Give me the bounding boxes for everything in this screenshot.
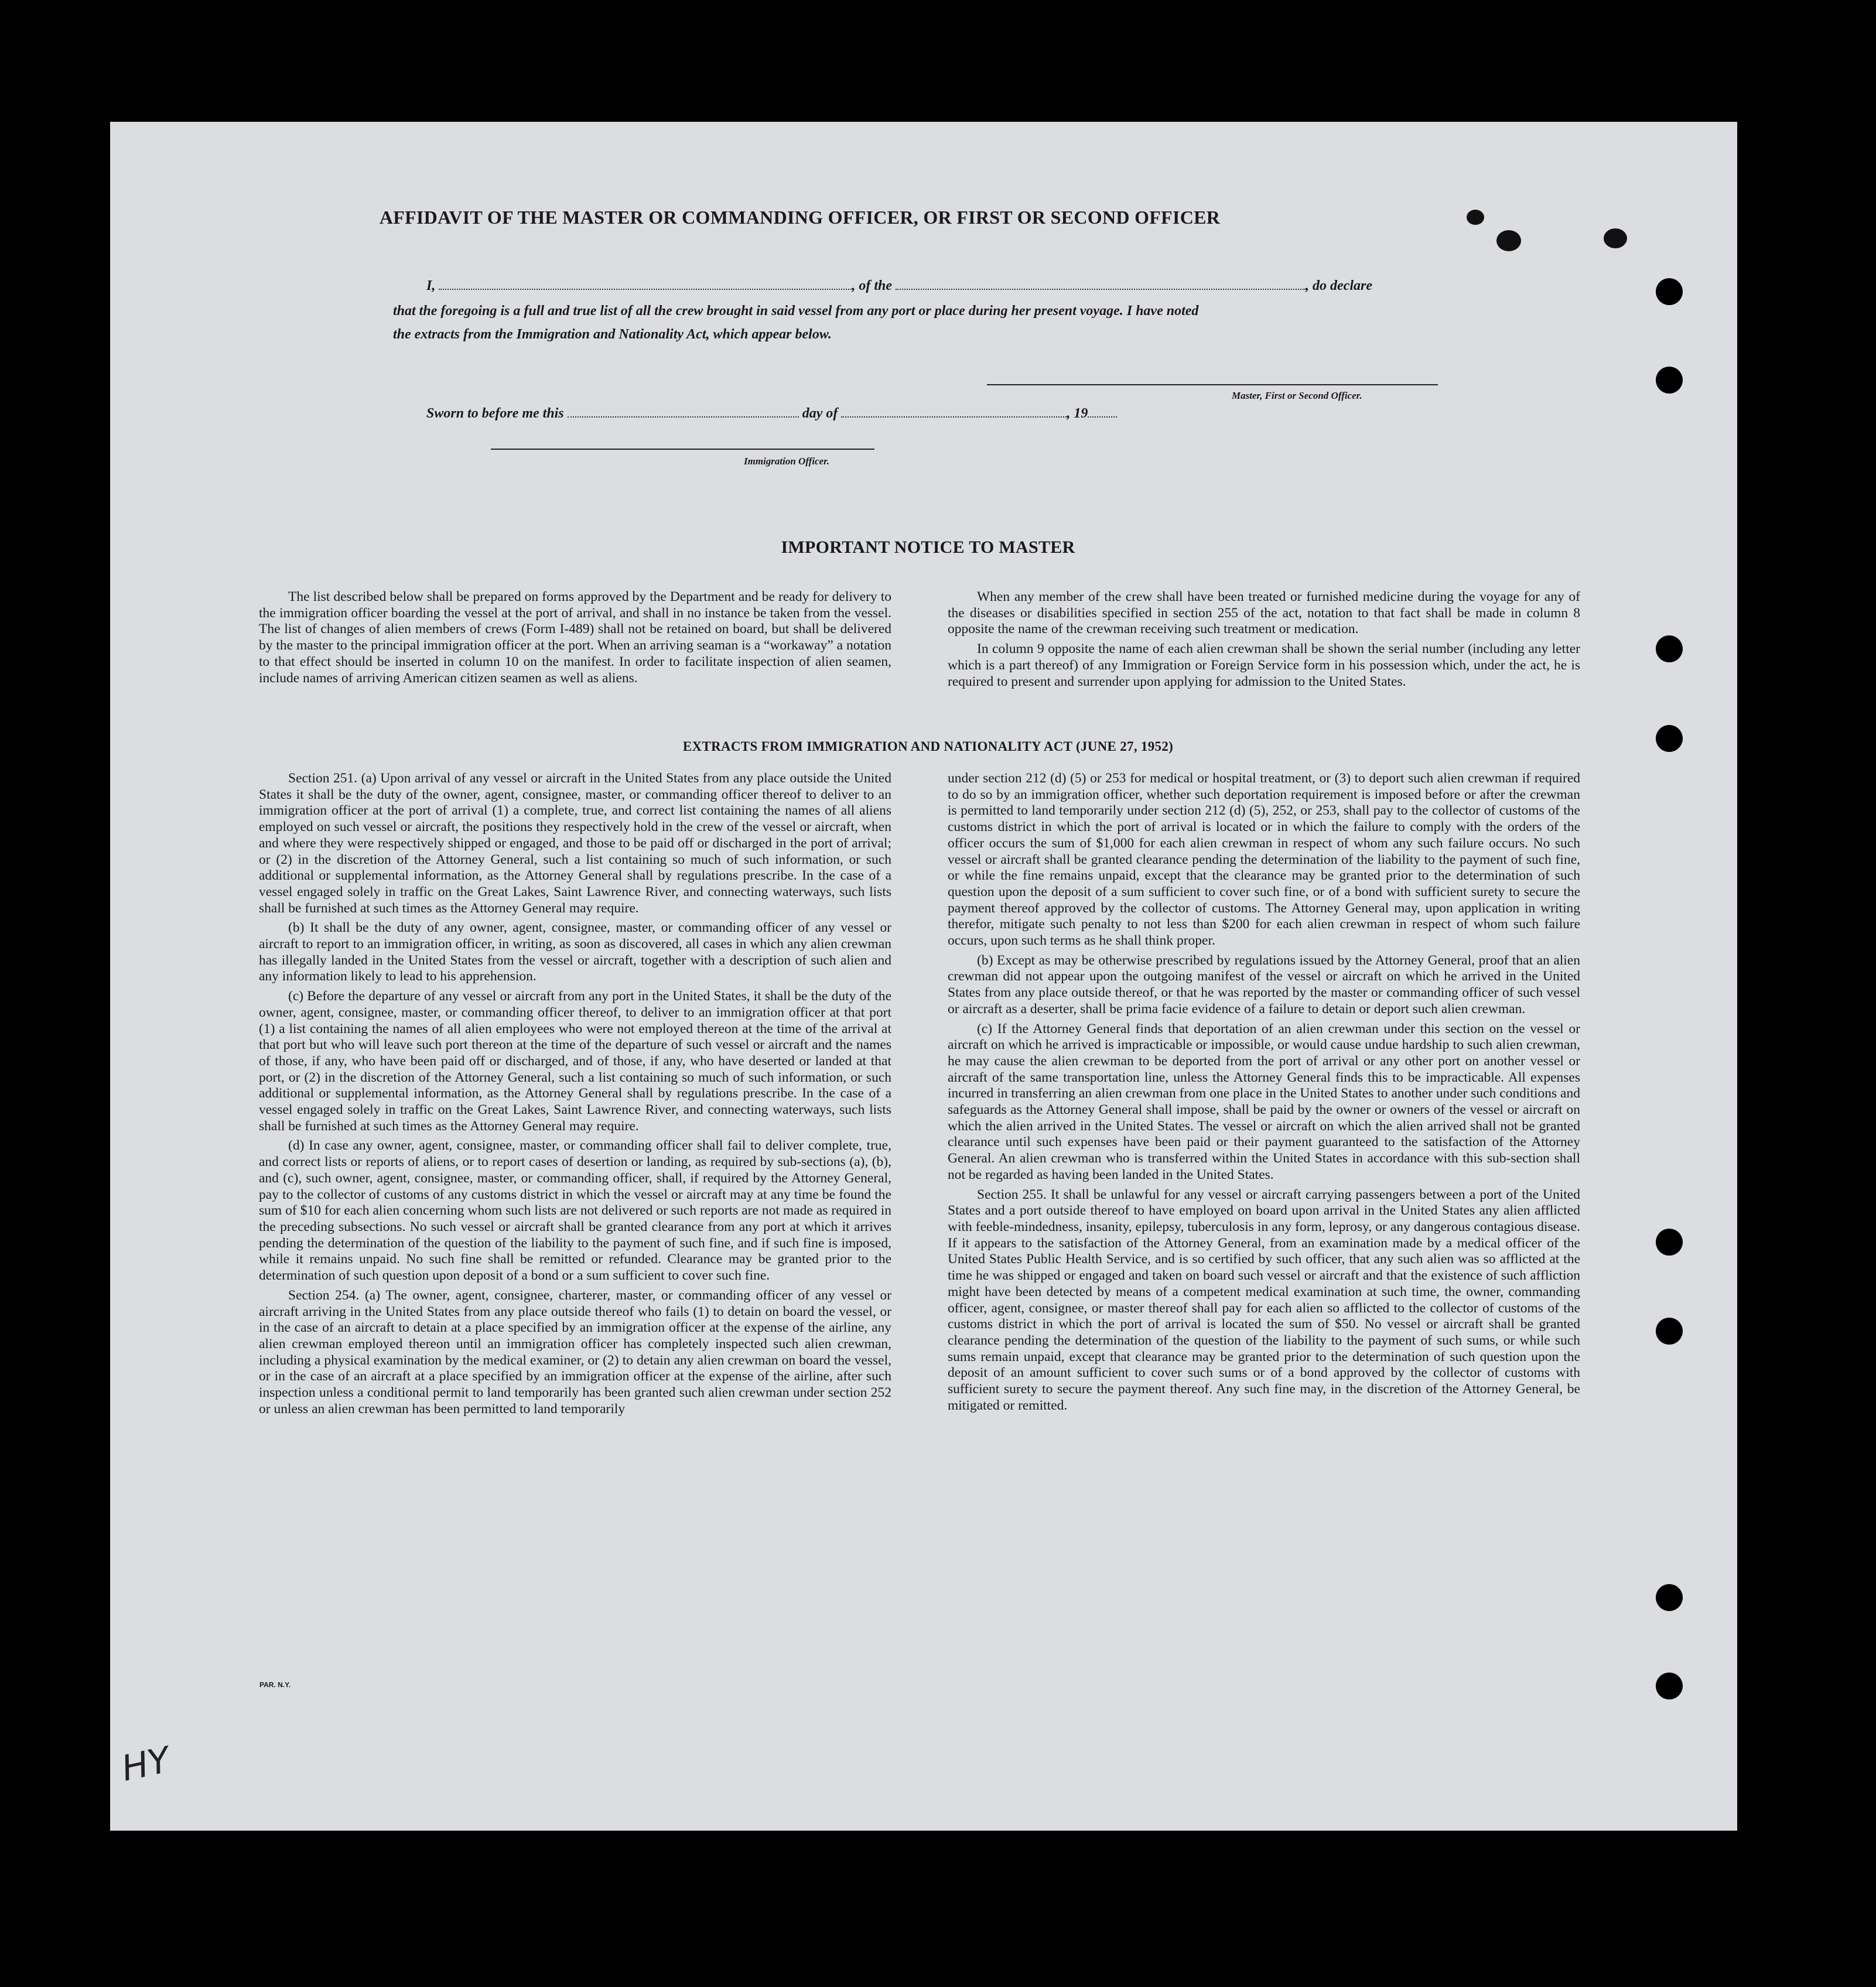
notice-left-column <box>259 589 891 686</box>
punch-hole <box>1656 1318 1683 1345</box>
section-255: Section 255. It shall be unlawful for any vessel or aircraft carrying passengers between a port of the United States and a port outside thereof to have employed on board upon arrival in the United States any alien afflicted with feeble-mindedness, insanity, epilepsy, tuberculosis in any form, leprosy, or any dangerous contagious disease. If it appears to the satisfaction of the Attorney General, from an examination made by a medical officer of the United States Public Health Service, and is so certified by such officer, that any such alien was so afflicted at the time he was shipped or engaged and taken on board such vessel or aircraft and that the existence of such affliction might have been detected by means of a competent medical examination at such time, the owner, commanding officer, agent, consignee, or master thereof shall pay for each alien so afflicted to the collector of customs of the customs district in which the port of arrival is located the sum of $50. No vessel or aircraft shall be granted clearance pending the determination of the question of the liability to the payment of such sums, or while such sums remain unpaid, except that clearance may be granted prior to the determination of such question upon the deposit of an amount sufficient to cover such sums or of a bond approved by the collector of customs with sufficient surety to secure the payment thereof. Any such fine may, in the discretion of the Attorney General, be mitigated or remitted. <box>948 1186 1580 1413</box>
document-page <box>110 122 1737 1831</box>
section-254a: Section 254. (a) The owner, agent, consignee, charterer, master, or commanding officer of any vessel or aircraft arriving in the United States from any place outside thereof who fails (1) to detain on board the vessel, or in the case of an aircraft to detain at a place specified by an immigration officer at the expense of the airline, any alien crewman employed thereon until an immigration officer has completely inspected such alien crewman, including a physical examination by the medical examiner, or (2) to detain any alien crewman on board the vessel, or in the case of an aircraft at a place specified by an immigration officer at the expense of the airline, after such inspection unless a conditional permit to land temporarily has been granted such alien crewman under section 252 or unless an alien crewman has been permitted to land temporarily <box>259 1287 891 1417</box>
punch-hole <box>1656 278 1683 305</box>
punch-hole <box>1656 1584 1683 1611</box>
declaration-line-1 <box>426 278 1551 294</box>
section-251c: (c) Before the departure of any vessel or aircraft from any port in the United States, it shall be the duty of the owner, agent, consignee, master, or commanding officer thereof, to deliver to an immigration officer at that port (1) a list containing the names of all alien employees who were not employed thereon at the time of the arrival at that port but who will leave such port thereon at the time of the departure of such vessel or aircraft and the names of those, if any, who have been paid off or discharged, and of those, if any, who have deserted or landed at that port, or (2) in the discretion of the Attorney General, such a list containing so much of such information, or such additional or supplemental information, as the Attorney General shall by regulations prescribe. In the case of a vessel engaged solely in traffic on the Great Lakes, Saint Lawrence River, and connecting waterways, such lists shall be furnished at such times as the Attorney General may require. <box>259 989 891 1134</box>
name-blank-line <box>439 286 852 290</box>
do-declare-label: , do declare <box>1306 278 1372 293</box>
extracts-left-column <box>259 771 891 1417</box>
section-251b: (b) It shall be the duty of any owner, agent, consignee, master, or commanding officer of any vessel or aircraft to report to an immigration officer, in writing, as soon as discovered, all cases in which any alien crewman has illegally landed in the United States from the vessel or aircraft, together with a description of such alien and any information likely to lead to his apprehension. <box>259 920 891 984</box>
year-label: , 19 <box>1067 406 1088 421</box>
punch-hole <box>1656 725 1683 752</box>
master-signature-line <box>987 384 1438 385</box>
i-label: I, <box>426 278 436 293</box>
section-251d: (d) In case any owner, agent, consignee, master, or commanding officer shall fail to deliver complete, true, and correct lists or reports of aliens, or to report cases of desertion or landing, as required by sub-sections (a), (b), and (c), such owner, agent, consignee, master, or commanding officer, shall, if required by the Attorney General, pay to the collector of customs of any customs district in which the vessel or aircraft may at any time be found the sum of $10 for each alien concerning whom such lists are not delivered or such reports are not made as required in the preceding subsections. No such vessel or aircraft shall be granted clearance from any port at which it arrives pending the determination of the question of the liability to the payment of such fine, and if such fine is imposed, while it remains unpaid. No such fine shall be remitted or refunded. Clearance may be granted prior to the determination of such question upon deposit of a bond or a sum sufficient to cover such fine. <box>259 1138 891 1284</box>
extracts-right-column <box>948 771 1580 1414</box>
month-blank <box>841 414 1067 418</box>
extracts-title: EXTRACTS FROM IMMIGRATION AND NATIONALITY ACT (JUNE 27, 1952) <box>682 739 1174 754</box>
ink-blot <box>1467 210 1484 225</box>
handwritten-mark: HY <box>118 1739 174 1790</box>
notice-right-paragraph-1: When any member of the crew shall have been treated or furnished medicine during the voyage for any of the diseases or disabilities specified in section 255 of the act, notation to that fact shall be made in column 8 opposite the name of the crewman receiving such treatment or medication. <box>948 589 1580 637</box>
sworn-line <box>426 406 1364 422</box>
punch-hole <box>1656 635 1683 662</box>
declaration-line-3: the extracts from the Immigration and Nationality Act, which appear below. <box>393 327 832 342</box>
affidavit-title: AFFIDAVIT OF THE MASTER OR COMMANDING OFFICER, OR FIRST OR SECOND OFFICER <box>379 207 1221 228</box>
ink-blot <box>1496 230 1521 251</box>
notice-title: IMPORTANT NOTICE TO MASTER <box>781 538 1075 557</box>
officer-signature-label: Immigration Officer. <box>744 456 830 467</box>
section-254c: (c) If the Attorney General finds that deportation of an alien crewman under this section on the vessel or aircraft on which he arrived is impracticable or impossible, or would cause undue hardship to such alien crewman, he may cause the alien crewman to be deported from the port of arrival or any other port on another vessel or aircraft of the same transportation line, unless the Attorney General finds this to be impracticable. All expenses incurred in transferring an alien crewman from one place in the United States to another under such conditions and safeguards as the Attorney General shall impose, shall be paid by the owner or owners of the vessel or aircraft on which the alien arrived in the United States. The vessel or aircraft on which the alien arrived shall not be granted clearance until such expenses have been paid or their payment guaranteed to the satisfaction of the Attorney General. An alien crewman who is transferred within the United States in accordance with this sub-section shall not be regarded as having been landed in the United States. <box>948 1021 1580 1182</box>
section-251a: Section 251. (a) Upon arrival of any vessel or aircraft in the United States from any place outside the United States it shall be the duty of the owner, agent, consignee, master, or commanding officer thereof to deliver to an immigration officer at the port of arrival (1) a complete, true, and correct list containing the names of all aliens employed on such vessel or aircraft, the positions they respectively hold in the crew of the vessel or aircraft, when and where they were respectively shipped or engaged, and those to be paid off or discharged in the port of arrival; or (2) in the discretion of the Attorney General, such a list containing so much of such information, or such additional or supplemental information, as the Attorney General shall by regulations prescribe. In the case of a vessel engaged solely in traffic on the Great Lakes, Saint Lawrence River, and connecting waterways, such lists shall be furnished at such times as the Attorney General may require. <box>259 771 891 916</box>
notice-right-paragraph-2: In column 9 opposite the name of each alien crewman shall be shown the serial number (including any letter which is a part thereof) of any Immigration or Foreign Service form in his possession which, under the act, he is required to present and surrender upon applying for admission to the United States. <box>948 641 1580 689</box>
sworn-label: Sworn to before me this <box>426 406 564 421</box>
printer-mark: PAR. N.Y. <box>259 1681 291 1689</box>
declaration-line-2: that the foregoing is a full and true list of all the crew brought in said vessel from any port or place during her present voyage. I have noted <box>393 303 1199 319</box>
officer-signature-line <box>491 449 874 450</box>
ink-blot <box>1604 228 1627 248</box>
year-blank <box>1088 414 1117 418</box>
vessel-blank-line <box>896 286 1306 290</box>
notice-left-paragraph: The list described below shall be prepared on forms approved by the Department and be ready for delivery to the immigration officer boarding the vessel at the port of arrival, and shall in no instance be taken from the vessel. The list of changes of alien members of crews (Form I-489) shall not be retained on board, but shall be delivered by the master to the principal immigration officer at the port. When an arriving seaman is a “workaway” a notation to that effect should be inserted in column 10 on the manifest. In order to facilitate inspection of alien seamen, include names of arriving American citizen seamen as well as aliens. <box>259 589 891 686</box>
punch-hole <box>1656 367 1683 394</box>
punch-hole <box>1656 1229 1683 1256</box>
punch-hole <box>1656 1673 1683 1699</box>
section-254a-continued: under section 212 (d) (5) or 253 for medical or hospital treatment, or (3) to deport such alien crewman if required to do so by an immigration officer, whether such deportation requirement is imposed before or after the crewman is permitted to land temporarily under section 212 (d) (5), 252, or 253, shall pay to the collector of customs of the customs district in which the port of arrival is located or in which the failure to comply with the orders of the officer occurs the sum of $1,000 for each alien crewman in respect of whom any such failure occurs. No such vessel or aircraft shall be granted clearance pending the determination of the liability to the payment of such fine, or while the fine remains unpaid, except that the clearance may be granted prior to the determination of such question upon the deposit of a sum sufficient to cover such fine, or of a bond with sufficient surety to secure the payment thereof approved by the collector of customs. The Attorney General may, upon application in writing therefor, mitigate such penalty to not less than $200 for each alien crewman in respect of whom such failure occurs, upon such terms as he shall think proper. <box>948 771 1580 949</box>
master-signature-label: Master, First or Second Officer. <box>1232 390 1362 401</box>
of-the-label: , of the <box>852 278 893 293</box>
section-254b: (b) Except as may be otherwise prescribed by regulations issued by the Attorney General, proof that an alien crewman did not appear upon the outgoing manifest of the vessel or aircraft on which he arrived in the United States from any place outside thereof, or that he was reported by the master or commanding officer of such vessel or aircraft as a deserter, shall be prima facie evidence of a failure to detain or deport such alien crewman. <box>948 952 1580 1017</box>
sworn-day-blank <box>568 414 799 418</box>
notice-right-column <box>948 589 1580 690</box>
day-of-label: day of <box>802 406 838 421</box>
